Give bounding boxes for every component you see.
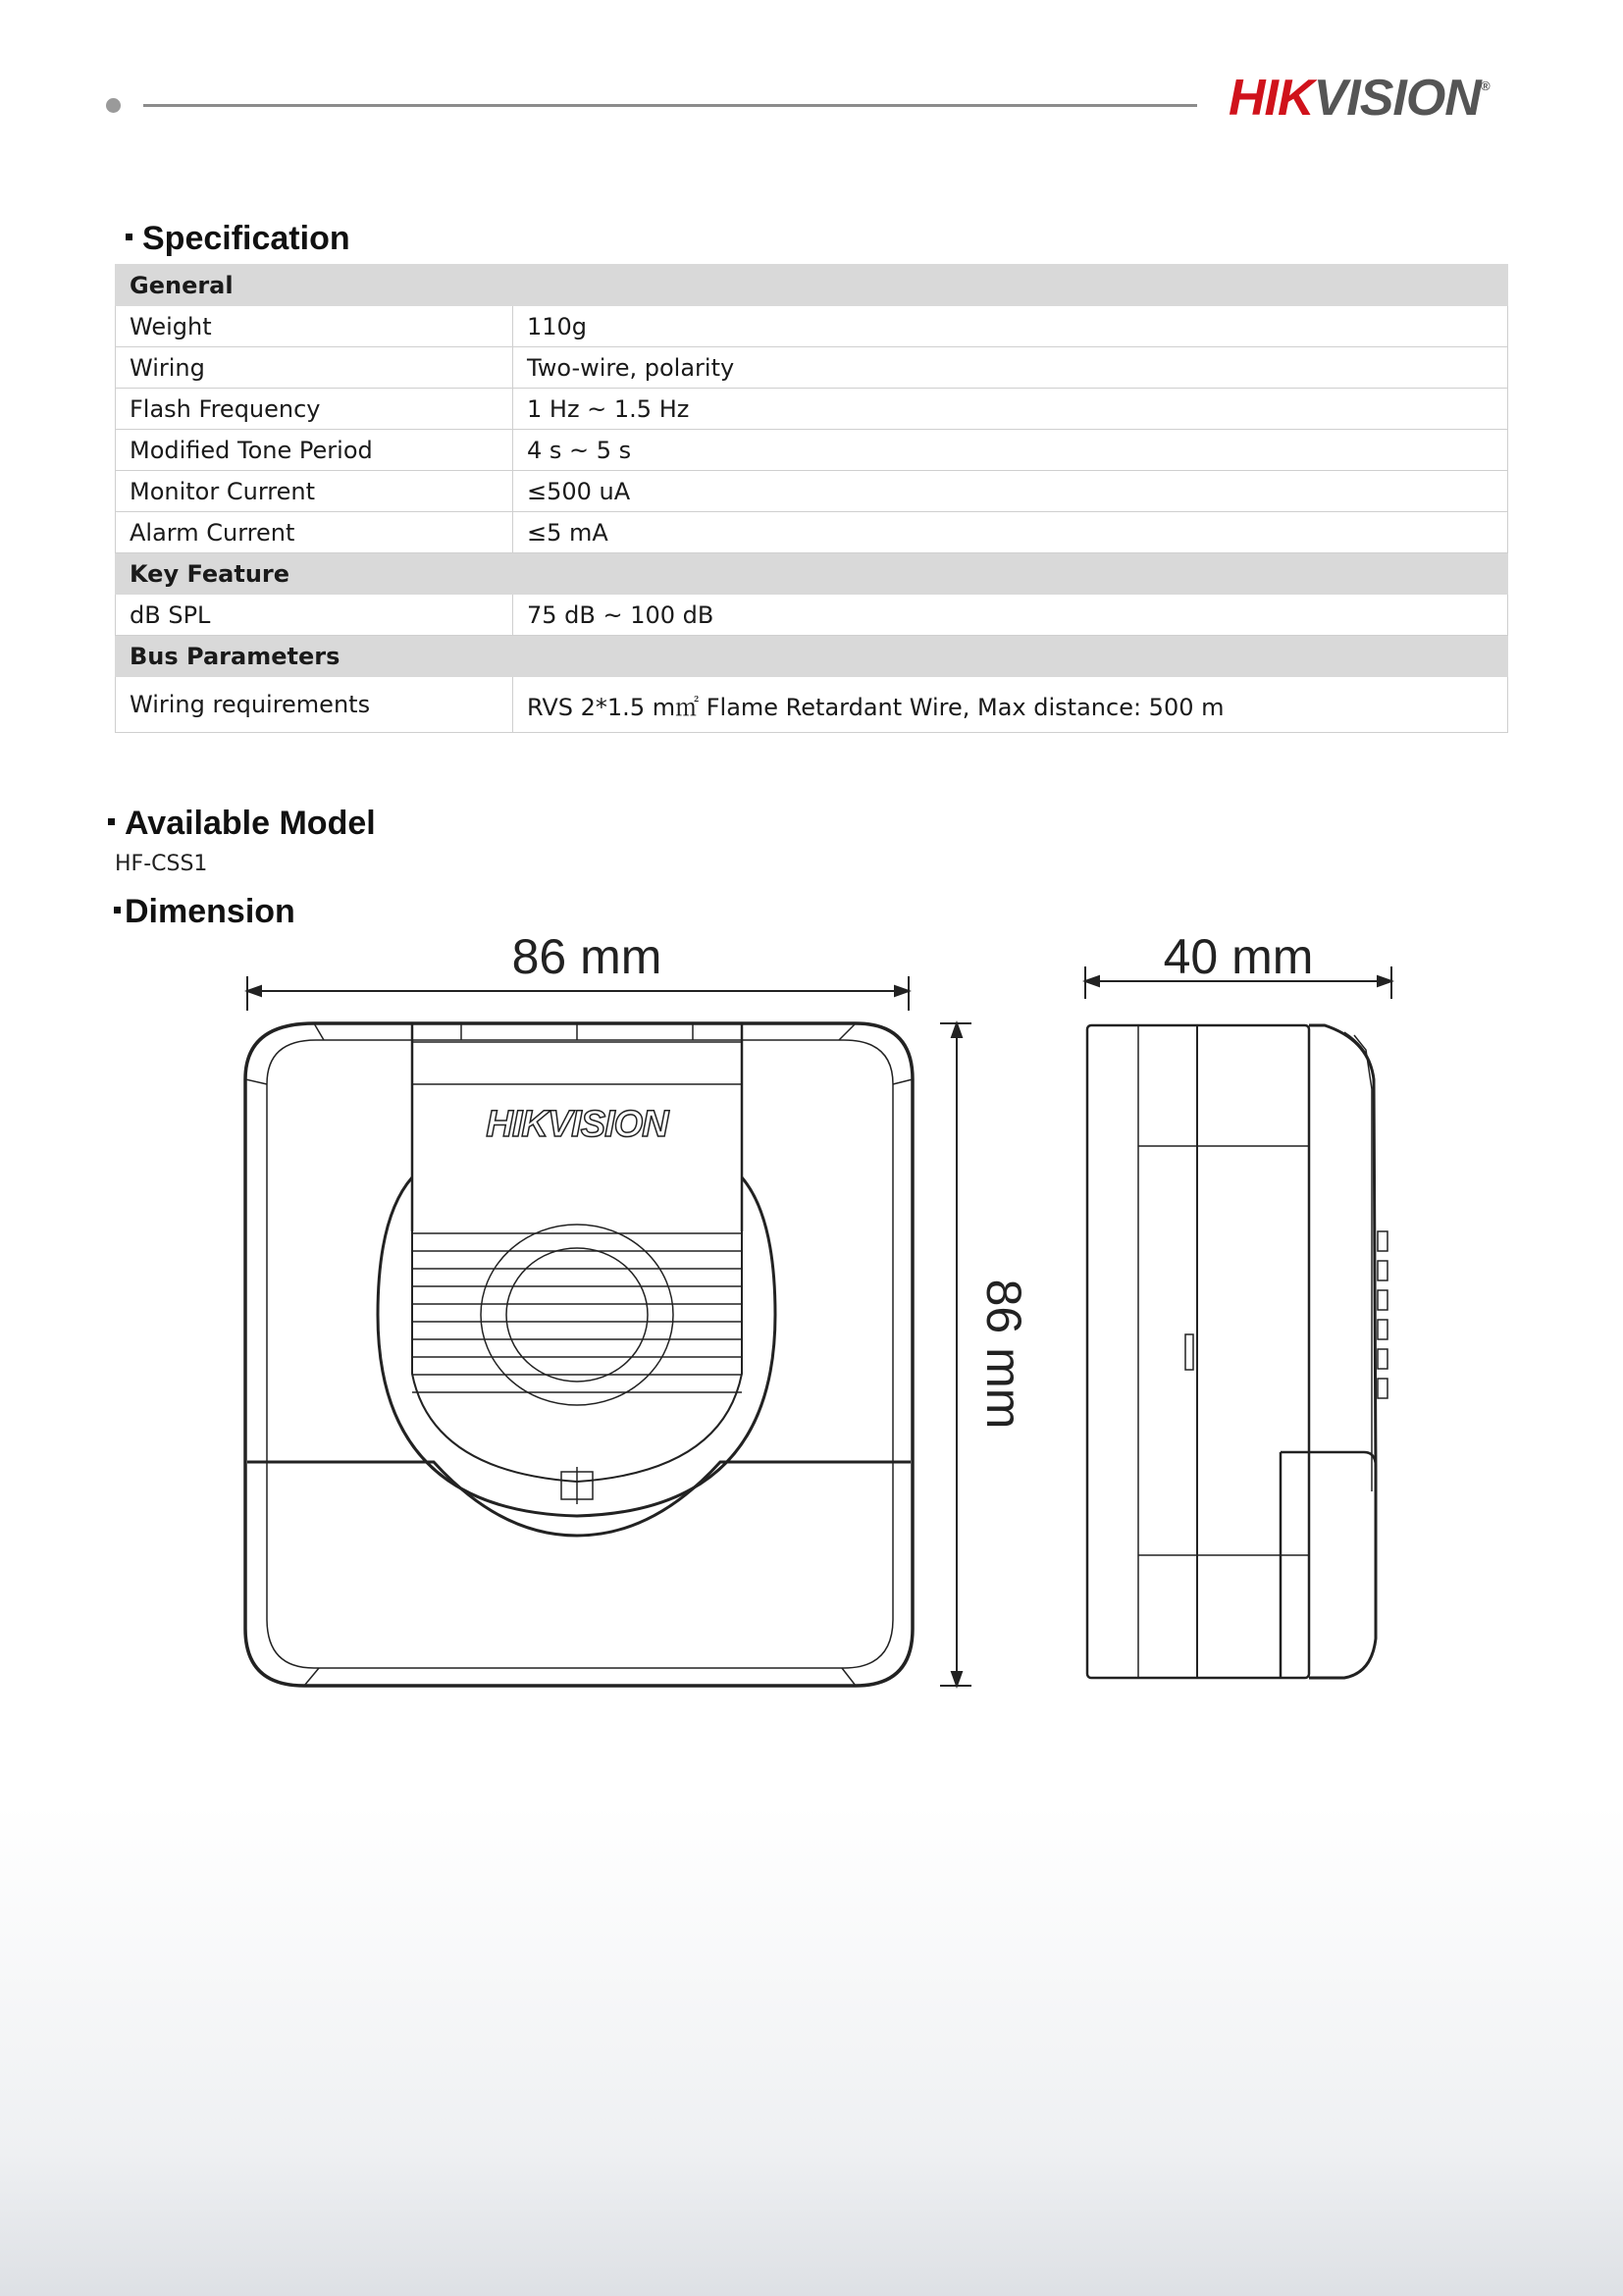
row-label: Weight — [116, 306, 513, 347]
width-label: 86 mm — [511, 929, 662, 984]
row-value: 1 Hz ~ 1.5 Hz — [513, 389, 1508, 430]
available-model-heading: Available Model — [108, 805, 376, 843]
height-dimension-line — [940, 1023, 971, 1686]
device-brand-label: HIKVISION — [486, 1104, 668, 1145]
row-label: dB SPL — [116, 595, 513, 636]
table-group-header: Key Feature — [116, 553, 1508, 595]
row-label: Flash Frequency — [116, 389, 513, 430]
row-value: RVS 2*1.5 m㎡ Flame Retardant Wire, Max distance: 500 m — [513, 677, 1508, 733]
logo-text-hik: HIK — [1229, 70, 1314, 127]
row-label: Modified Tone Period — [116, 430, 513, 471]
row-label: Wiring requirements — [116, 677, 513, 733]
row-label: Monitor Current — [116, 471, 513, 512]
height-label: 86 mm — [976, 1278, 1031, 1430]
background-fade — [0, 1805, 1623, 2296]
model-number: HF-CSS1 — [115, 852, 208, 876]
side-view — [1087, 1025, 1387, 1678]
registered-mark: ® — [1480, 78, 1490, 93]
specification-heading: Specification — [126, 220, 350, 258]
table-group-header: Bus Parameters — [116, 636, 1508, 677]
row-value: ≤500 uA — [513, 471, 1508, 512]
row-label: Alarm Current — [116, 512, 513, 553]
row-label: Wiring — [116, 347, 513, 389]
row-value: Two-wire, polarity — [513, 347, 1508, 389]
logo-text-vision: VISION — [1313, 70, 1481, 127]
row-value: 4 s ~ 5 s — [513, 430, 1508, 471]
row-value: 75 dB ~ 100 dB — [513, 595, 1508, 636]
row-value: ≤5 mA — [513, 512, 1508, 553]
dimension-heading: Dimension — [114, 893, 295, 931]
depth-label: 40 mm — [1163, 929, 1314, 984]
table-group-header: General — [116, 265, 1508, 306]
row-value: 110g — [513, 306, 1508, 347]
